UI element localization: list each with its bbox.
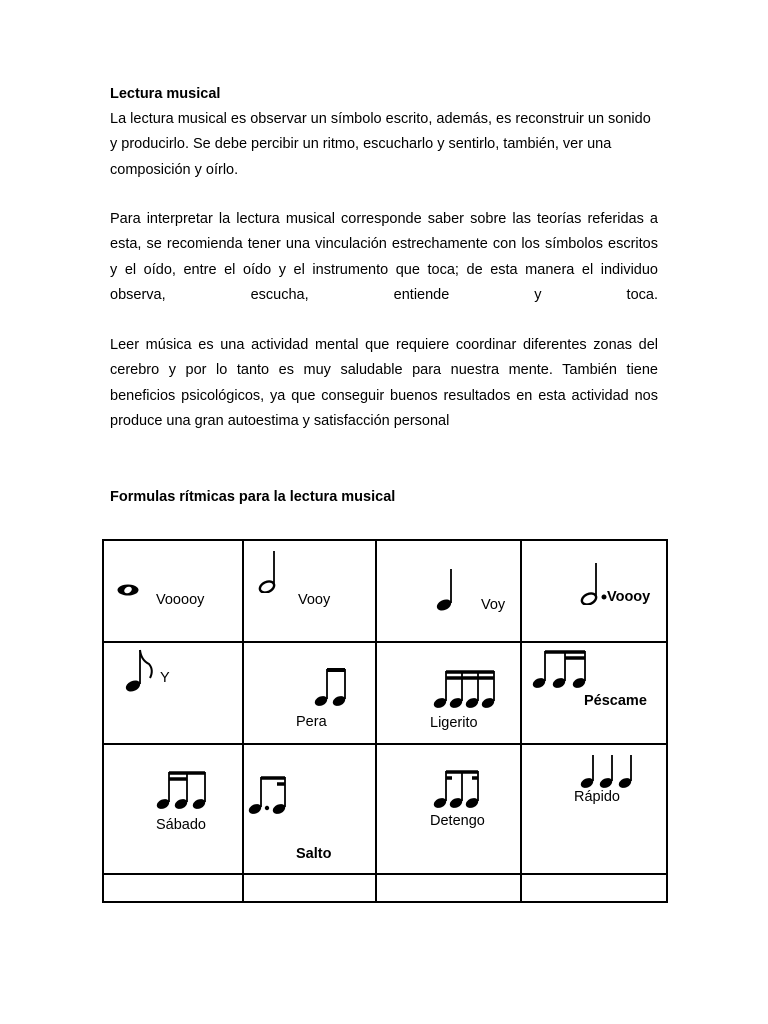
table-cell	[376, 874, 521, 902]
cell-label: Vooooy	[156, 592, 205, 608]
paragraph-1: La lectura musical es observar un símbolo escrito, además, es reconstruir un sonido y producirlo. Se debe percibir un ritmo, escucharlo y sentirlo, también, ver una composición y oírlo.	[110, 111, 651, 178]
quarter-note-icon	[435, 567, 457, 611]
sixteenth-eighth-sixteenth-icon	[431, 769, 483, 809]
table-cell	[521, 540, 667, 642]
table-cell	[376, 744, 521, 874]
paragraph-2: Para interpretar la lectura musical corresponde saber sobre las teorías referidas a esta, se recomienda tener una vinculación estrechamente con los símbolos escritos y el oído, entre el oído y el instrumento que toca; de esta manera el individuo observa, escucha, entiende y toca.	[110, 211, 658, 303]
table-cell	[243, 874, 376, 902]
table-cell	[103, 642, 243, 744]
table-row	[103, 642, 667, 744]
cell-label: Voy	[481, 597, 506, 613]
table-cell	[103, 540, 243, 642]
cell-label: Vooy	[298, 592, 331, 608]
table-cell	[103, 874, 243, 902]
cell-label: Rápido	[574, 789, 620, 805]
cell-label: Péscame	[584, 693, 647, 709]
table-cell	[243, 540, 376, 642]
whole-note-icon	[116, 583, 140, 597]
table-row	[103, 874, 667, 902]
table-cell	[521, 642, 667, 744]
table-row	[103, 744, 667, 874]
table-cell	[243, 642, 376, 744]
cell-label: Sábado	[156, 817, 206, 833]
table-cell	[103, 744, 243, 874]
two-eighth-notes-icon	[312, 667, 348, 707]
table-cell	[376, 540, 521, 642]
dotted-half-note-icon	[580, 561, 610, 605]
eighth-two-sixteenths-icon	[530, 649, 590, 689]
rhythm-table	[102, 539, 668, 903]
quarter-note-triplet-icon	[578, 753, 638, 789]
table-row	[103, 540, 667, 642]
cell-label: Voooy	[607, 589, 651, 605]
cell-label: Y	[160, 670, 170, 686]
table-cell	[243, 744, 376, 874]
section-heading-lectura: Lectura musical	[110, 86, 221, 102]
cell-label: Salto	[296, 846, 332, 862]
half-note-icon	[258, 549, 280, 593]
cell-label: Detengo	[430, 813, 485, 829]
eighth-note-icon	[124, 648, 156, 692]
table-cell	[521, 744, 667, 874]
paragraph-3: Leer música es una actividad mental que requiere coordinar diferentes zonas del cerebro y por lo tanto es muy saludable para nuestra mente. También tiene beneficios psicológicos, ya que conseguir buenos resultados en esta actividad nos produce una gran autoestima y satisfacción personal	[110, 337, 658, 429]
four-sixteenth-notes-icon	[431, 669, 499, 709]
table-cell	[521, 874, 667, 902]
dotted-eighth-sixteenth-icon	[246, 775, 290, 815]
section-heading-formulas: Formulas rítmicas para la lectura musical	[110, 489, 396, 505]
cell-label: Pera	[296, 714, 327, 730]
two-sixteenths-eighth-icon	[154, 770, 210, 810]
table-cell	[376, 642, 521, 744]
cell-label: Ligerito	[430, 715, 478, 731]
